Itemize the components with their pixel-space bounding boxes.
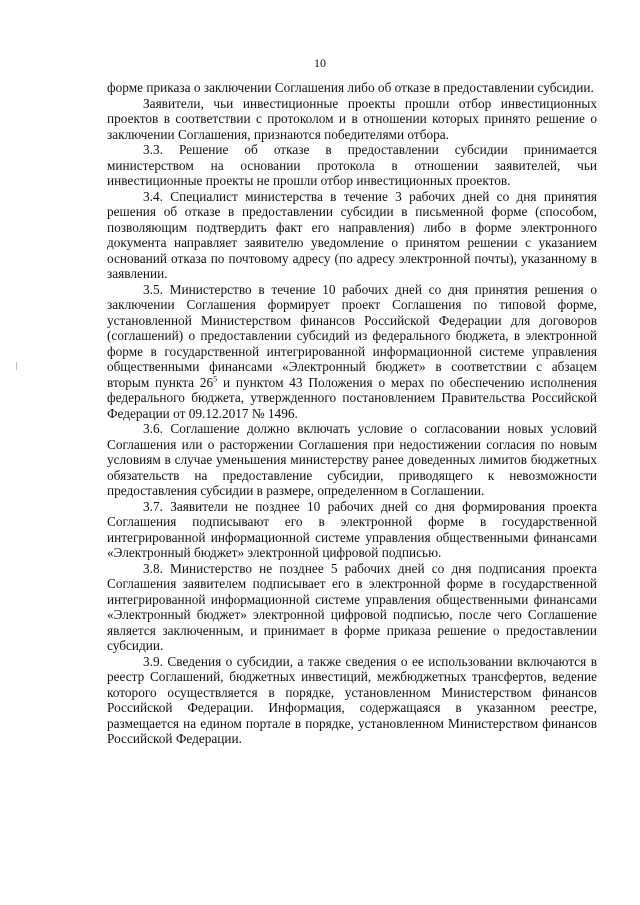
page-number: 10: [314, 56, 326, 70]
paragraph-3-4: 3.4. Специалист министерства в течение 3 рабочих дней со дня принятия решения об отказе в предоставлении субсидии в письменной форме (способом, позволяющим подтвердить факт его направления) либо в форме электронного документа направляет заявителю уведомление о принятом решении с указанием оснований отказа по почтовому адресу (по адресу электронной почты), указанному в заявлении.: [107, 188, 597, 281]
paragraph-3-7: 3.7. Заявители не позднее 10 рабочих дней со дня формирования проекта Соглашения подписывают его в электронной форме в государственной интегрированной информационной системе управления общественными финансами «Электронный бюджет» электронной цифровой подписью.: [107, 498, 597, 560]
paragraph-3-9: 3.9. Сведения о субсидии, а также сведения о ее использовании включаются в реестр Соглашений, бюджетных инвестиций, межбюджетных трансфертов, ведение которого осуществляется в порядке, установленном Министерством финансов Российской Федерации. Информация, содержащаяся в указанном реестре, размещается на едином портале в порядке, установленном Министерством финансов Российской Федерации.: [107, 653, 597, 746]
paragraph-3-5-text-after: и пунктом 43 Положения о мерах по обеспечению исполнения федерального бюджета, утвержденного постановлением Правительства Российской Федерации от 09.12.2017 № 1496.: [107, 374, 597, 421]
document-body: [107, 80, 597, 747]
paragraph-winners: Заявители, чьи инвестиционные проекты прошли отбор инвестиционных проектов в соответствии с протоколом и в отношении которых принято решение о заключении Соглашения, признаются победителями отбора.: [107, 95, 597, 142]
paragraph-3-5: [107, 282, 597, 422]
paragraph-continuation: форме приказа о заключении Соглашения либо об отказе в предоставлении субсидии.: [107, 80, 594, 95]
paragraph-3-5-superscript: 5: [213, 374, 218, 384]
margin-mark: [16, 362, 17, 370]
paragraph-3-5-text-before: 3.5. Министерство в течение 10 рабочих дней со дня принятия решения о заключении Соглашения формирует проект Соглашения по типовой форме, установленной Министерством финансов Российской Федерации для договоров (соглашений) о предоставлении субсидий из федерального бюджета, в электронной форме в государственной интегрированной информационной системе управления общественными финансами «Электронный бюджет» в соответствии с абзацем вторым пункта 26: [107, 281, 597, 390]
paragraph-3-3: 3.3. Решение об отказе в предоставлении субсидии принимается министерством на основании протокола в отношении заявителей, чьи инвестиционные проекты не прошли отбор инвестиционных проектов.: [107, 142, 597, 188]
paragraph-3-6: 3.6. Соглашение должно включать условие о согласовании новых условий Соглашения или о расторжении Соглашения при недостижении согласия по новым условиям в случае уменьшения министерству ранее доведенных лимитов бюджетных обязательств на предоставление субсидии, приводящего к невозможности предоставления субсидии в размере, определенном в Соглашении.: [107, 421, 597, 498]
paragraph-3-8: 3.8. Министерство не позднее 5 рабочих дней со дня подписания проекта Соглашения заявителем подписывает его в электронной форме в государственной интегрированной информационной системе управления общественными финансами «Электронный бюджет» электронной цифровой подписью, после чего Соглашение является заключенным, и принимает в форме приказа решение о предоставлении субсидии.: [107, 560, 597, 653]
